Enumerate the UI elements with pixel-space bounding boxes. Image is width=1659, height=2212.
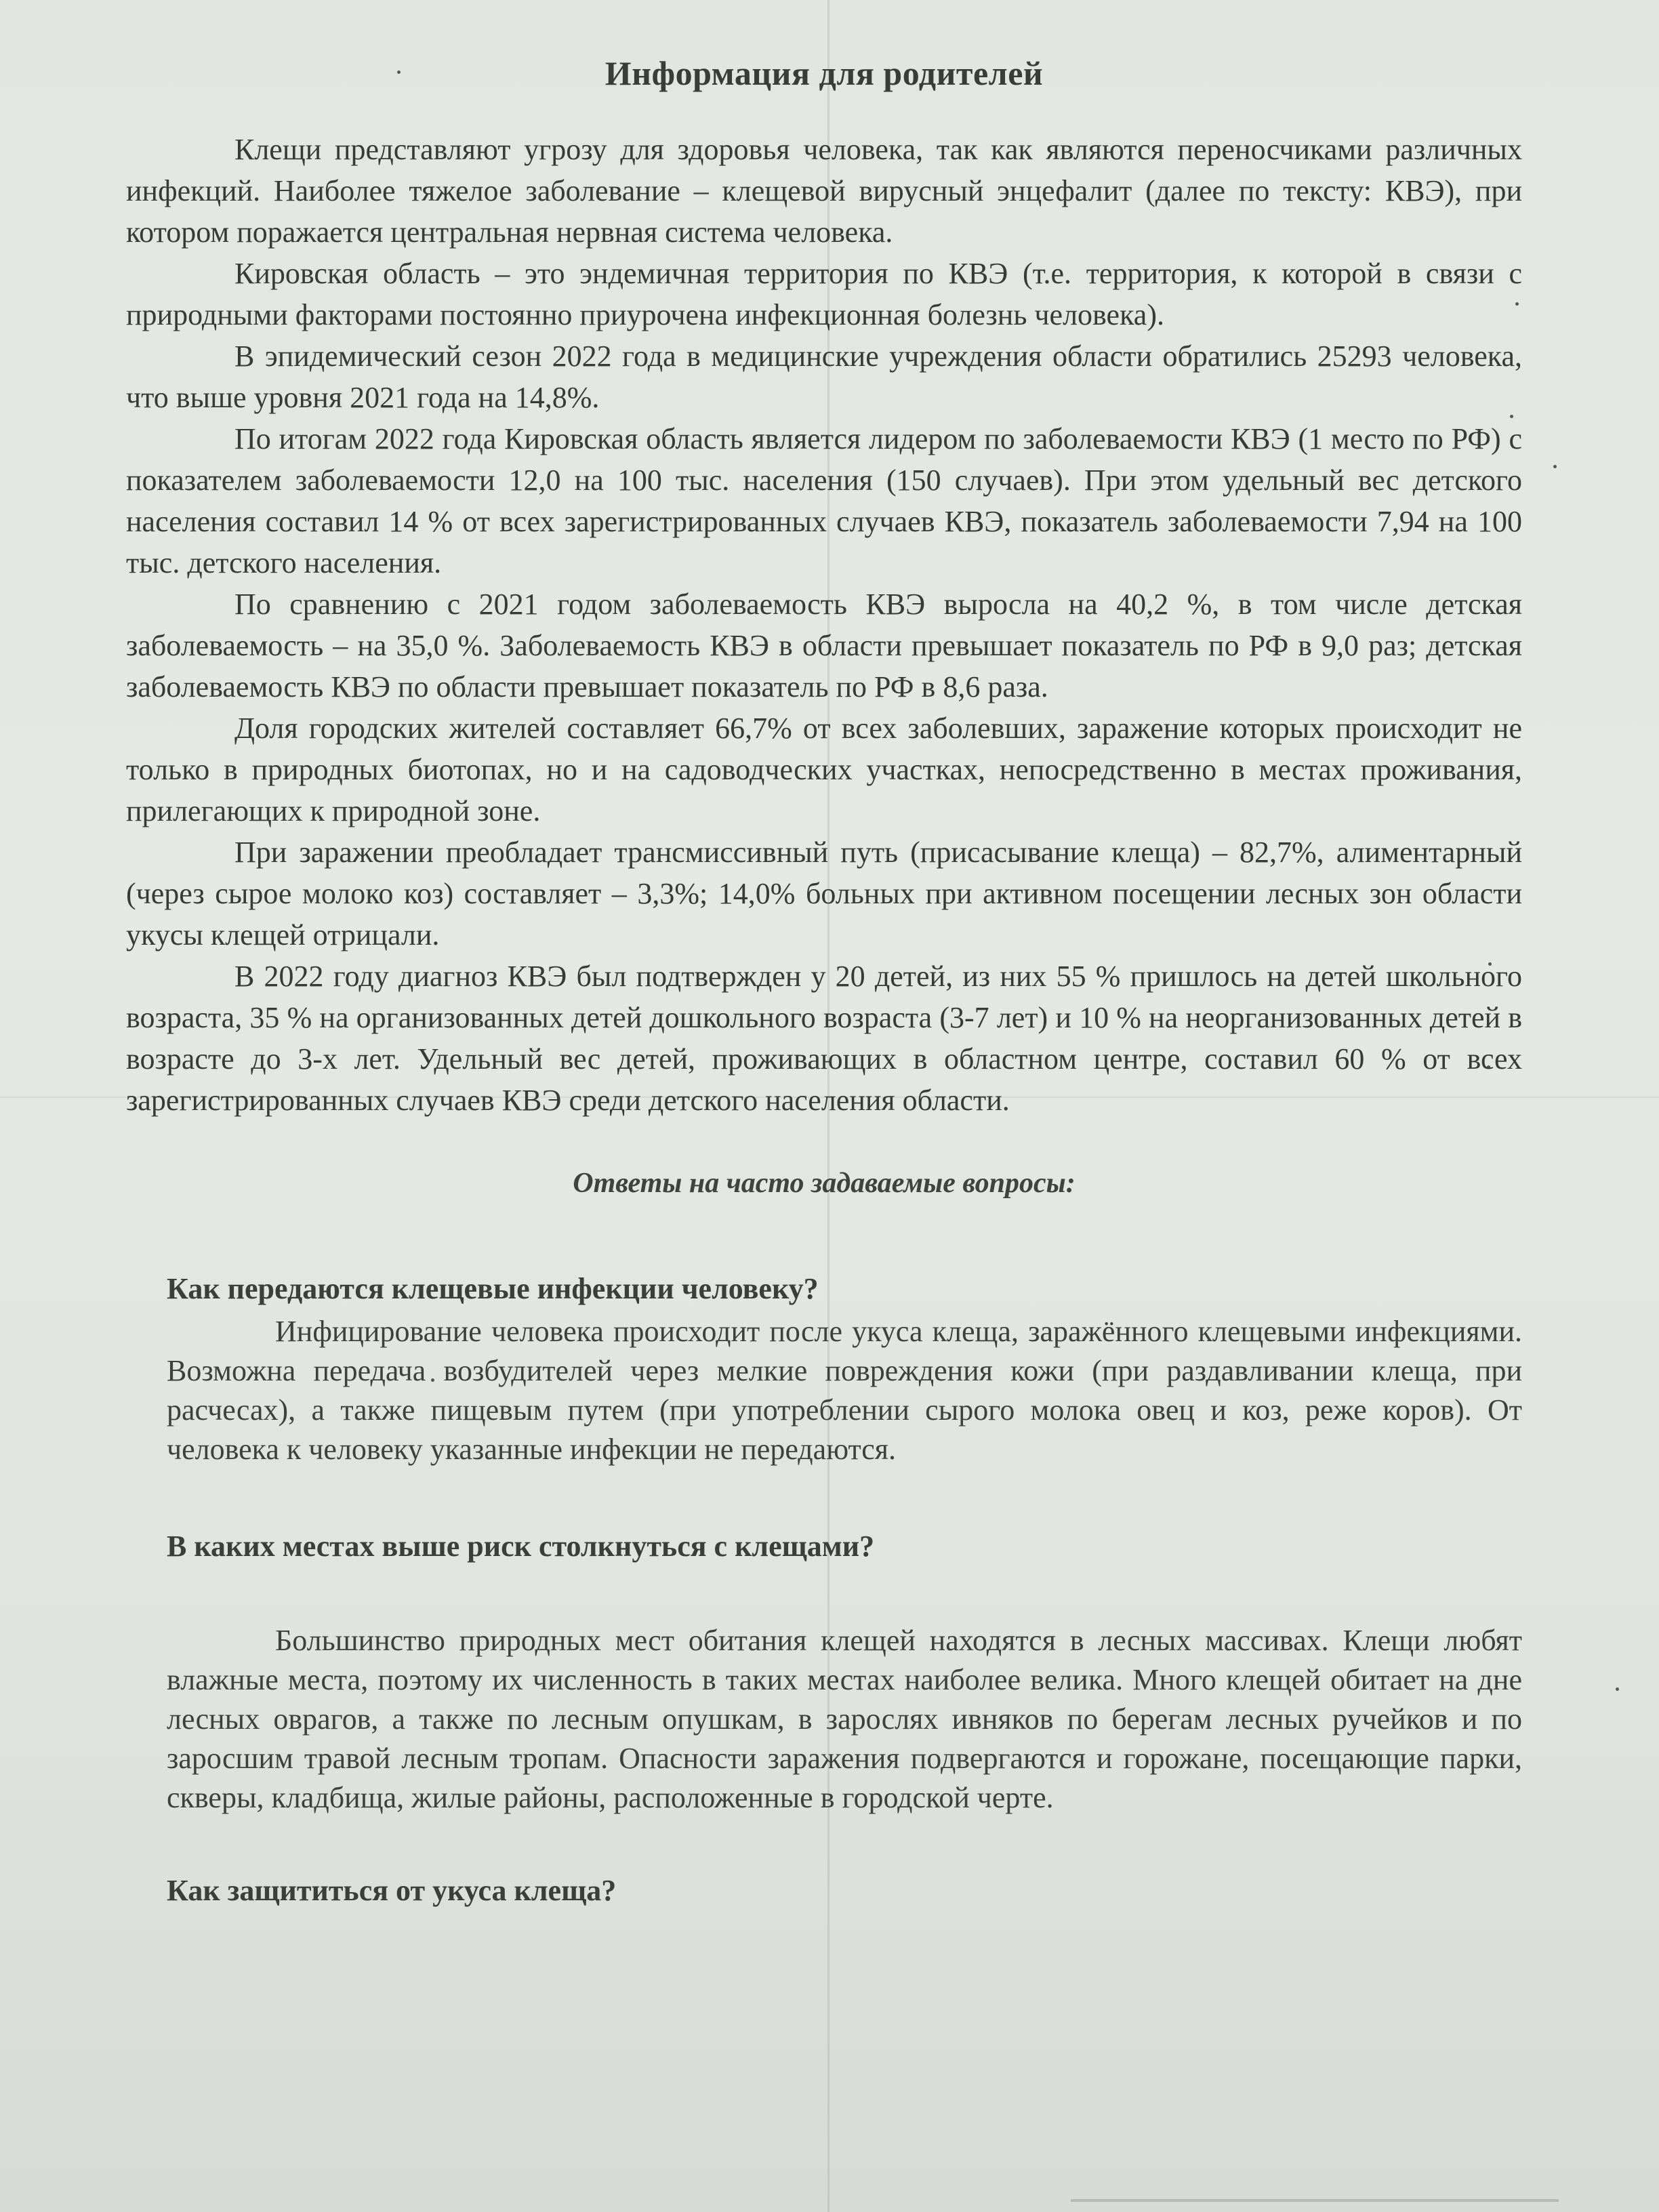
paragraph: По итогам 2022 года Кировская область является лидером по заболеваемости КВЭ (1 место по РФ) с показателем заболеваемости 12,0 на 100 тыс. населения (150 случаев). При этом удельный вес детского населения составил 14 % от всех зарегистрированных случаев КВЭ, показатель заболеваемости 7,94 на 100 тыс. детского населения. <box>126 422 1522 579</box>
paragraph: По сравнению с 2021 годом заболеваемость КВЭ выросла на 40,2 %, в том числе детская заболеваемость – на 35,0 %. Заболеваемость КВЭ в области превышает показатель по РФ в 9,0 раз; детская заболеваемость КВЭ по области превышает показатель по РФ в 8,6 раза. <box>126 588 1522 703</box>
faq-question: В каких местах выше риск столкнуться с клещами? <box>167 1530 875 1563</box>
speck <box>1553 465 1557 468</box>
speck <box>1616 1687 1619 1691</box>
bottom-edge-line <box>1071 2199 1559 2202</box>
faq-answer: Инфицирование человека происходит после укуса клеща, заражённого клещевыми инфекциями. Возможна передача возбудителей через мелкие повреждения кожи (при раздавливании клеща, при расчесах), а также пищевым путем (при употреблении сырого молока овец и коз, реже коров). От человека к человеку указанные инфекции не передаются. <box>167 1315 1522 1466</box>
paragraph: В эпидемический сезон 2022 года в медицинские учреждения области обратились 25293 человека, что выше уровня 2021 года на 14,8%. <box>126 340 1522 414</box>
faq-item <box>126 1269 1522 1469</box>
document-body <box>126 47 1522 1914</box>
faq-item <box>126 1870 1522 1911</box>
faq-item <box>126 1526 1522 1818</box>
paragraph: Доля городских жителей составляет 66,7% от всех заболевших, заражение которых происходит не только в природных биотопах, но и на садоводческих участках, непосредственно в местах проживания, прилегающих к природной зоне. <box>126 712 1522 827</box>
paragraph: При заражении преобладает трансмиссивный путь (присасывание клеща) – 82,7%, алиментарный (через сырое молоко коз) составляет – 3,3%; 14,0% больных при активном посещении лесных зон области укусы клещей отрицали. <box>126 836 1522 951</box>
paragraph: В 2022 году диагноз КВЭ был подтвержден у 20 детей, из них 55 % пришлось на детей школьного возраста, 35 % на организованных детей дошкольного возраста (3-7 лет) и 10 % на неорганизованных детей в возрасте до 3-х лет. Удельный вес детей, проживающих в областном центре, составил 60 % от всех зарегистрированных случаев КВЭ среди детского населения области. <box>126 960 1522 1117</box>
document-title: Информация для родителей <box>605 54 1044 92</box>
faq-question: Как передаются клещевые инфекции человеку? <box>167 1272 819 1305</box>
faq-heading: Ответы на часто задаваемые вопросы: <box>573 1168 1076 1199</box>
paragraph: Кировская область – это эндемичная территория по КВЭ (т.е. территория, к которой в связи с природными факторами постоянно приурочена инфекционная болезнь человека). <box>126 257 1522 331</box>
faq-answer: Большинство природных мест обитания клещей находятся в лесных массивах. Клещи любят влажные места, поэтому их численность в таких местах наиболее велика. Много клещей обитает на дне лесных оврагов, а также по лесным опушкам, в зарослях ивняков по берегам лесных ручейков и по заросшим травой лесным тропам. Опасности заражения подвергаются и горожане, посещающие парки, скверы, кладбища, жилые районы, расположенные в городской черте. <box>167 1624 1522 1814</box>
faq-question: Как защититься от укуса клеща? <box>167 1874 617 1907</box>
paragraph: Клещи представляют угрозу для здоровья человека, так как являются переносчиками различных инфекций. Наиболее тяжелое заболевание – клещевой вирусный энцефалит (далее по тексту: КВЭ), при котором поражается центральная нервная система человека. <box>126 133 1522 249</box>
